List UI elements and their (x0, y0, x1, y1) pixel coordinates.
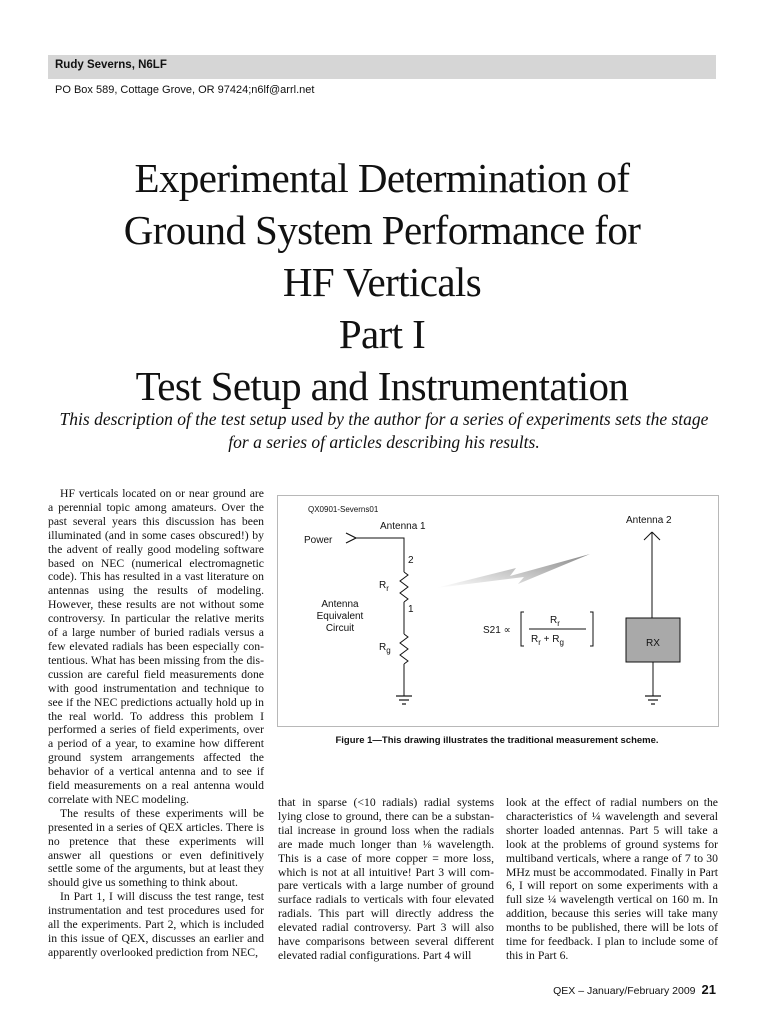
resistor-rg-icon (400, 634, 408, 664)
rx-label: RX (646, 638, 660, 649)
feed-wire (356, 538, 404, 572)
measurement-diagram (278, 496, 718, 726)
article-subtitle: This description of the test setup used by the author for a series of experiments sets the stage for a series of articles describing his results. (59, 409, 709, 452)
title-line: Part I (338, 311, 426, 357)
equiv-label-2: Equivalent (316, 611, 364, 622)
paragraph: that in sparse (<10 radials) radial systems lying close to ground, there can be a substantial increase in ground loss when the radials are made much longer than ⅛ wavelength. This is a case of more copper = more loss, which is not at all intuitive! Part 3 will compare verticals with a large number of ground surface radials to verticals with four elevated radials. This part will directly address the elevated radial controversy. Part 3 will also have comparisons between several different elevated radial configurations. Part 4 will (278, 796, 494, 962)
power-arrow-icon (346, 533, 356, 543)
figure-1 (277, 495, 719, 727)
ground-2-icon (645, 696, 661, 704)
body-column-1 (48, 487, 264, 960)
author-bar (48, 55, 716, 79)
signal-bolt-icon (436, 554, 590, 588)
paragraph: The results of these experiments will be presented in a series of QEX articles. There is no pretence that these experiments will answer all questions or even definitively settle some of the arguments, but at least they should give us something to think about. (48, 806, 264, 890)
fraction-numerator: $R_r$ (550, 615, 560, 628)
antenna-1-label: Antenna 1 (380, 521, 426, 532)
rg-label: $R_g$ (379, 642, 391, 655)
title-line: Test Setup and Instrumentation (135, 363, 629, 409)
node-1-label: 1 (408, 604, 414, 615)
body-column-2 (278, 796, 494, 963)
rr-label: $R_r$ (379, 580, 389, 593)
equiv-label-3: Circuit (325, 623, 355, 634)
title-line: Ground System Performance for (123, 207, 641, 253)
paragraph: look at the effect of radial numbers on the characteristics of ¼ wavelength and several shorter loaded antennas. Part 5 will take a look at the problems of ground systems for multiband verticals, where a range of 7 to 30 MHz must be accommodated. Finally in Part 6, I will report on some experiments with a full size ¼ wavelength vertical on 160 m. In addition, because this series will take many months to be published, there will be lots of time for feedback. I plan to include some of this in Part 6. (506, 796, 718, 962)
fraction-denominator: $R_r + R_g$ (531, 634, 564, 647)
page-footer (553, 982, 716, 997)
title-line: HF Verticals (282, 259, 482, 305)
bracket-left (521, 612, 524, 646)
title-line: Experimental Determination of (134, 155, 630, 201)
author-name: Rudy Severns, N6LF (55, 59, 167, 71)
paragraph: In Part 1, I will discuss the test range, test instrumentation and test procedures used for all the experiments. Part 2, which is included in this issue of QEX, discusses an earlier and apparently overlooked prediction from NEC, (48, 890, 264, 959)
body-column-3 (506, 796, 718, 963)
paragraph: HF verticals located on or near ground are a perennial topic among amateurs. Over the past several years this discussion has been illuminated (and in some cases obscured!) by the advent of really good modeling software based on NEC (numerical electromagnetic code). This has resulted in a vast literature on antennas using the results of modeling. However, these results are not without some controversy. In particular the relative merits of a large number of buried radials versus a few elevated radials has been especially contentious. What has been missing from the discussion are careful field measurements done with good instrumentation and technique to see if the NEC predictions actually hold up in the real world. To address this problem I performed a series of field experiments, over a period of a year, to examine how different ground system arrangements affected the behavior of a vertical antenna and to see if field measurements on a real antenna would correlate with NEC modeling. (48, 487, 264, 806)
resistor-rr-icon (400, 572, 408, 602)
page-number: 21 (701, 982, 716, 997)
s21-label: S21 ∝ (483, 625, 511, 636)
power-label: Power (304, 535, 333, 546)
journal-issue: QEX – January/February 2009 (553, 985, 696, 997)
node-2-label: 2 (408, 555, 414, 566)
equiv-label-1: Antenna (321, 599, 359, 610)
ground-1-icon (396, 696, 412, 704)
bracket-right (590, 612, 593, 646)
author-address: PO Box 589, Cottage Grove, OR 97424;n6lf@arrl.net (55, 84, 315, 96)
antenna-2-icon (644, 532, 660, 618)
figure-id: QX0901-Severns01 (308, 505, 379, 514)
article-title (48, 152, 716, 412)
antenna-2-label: Antenna 2 (626, 515, 672, 526)
figure-caption: Figure 1—This drawing illustrates the traditional measurement scheme. (335, 735, 659, 746)
